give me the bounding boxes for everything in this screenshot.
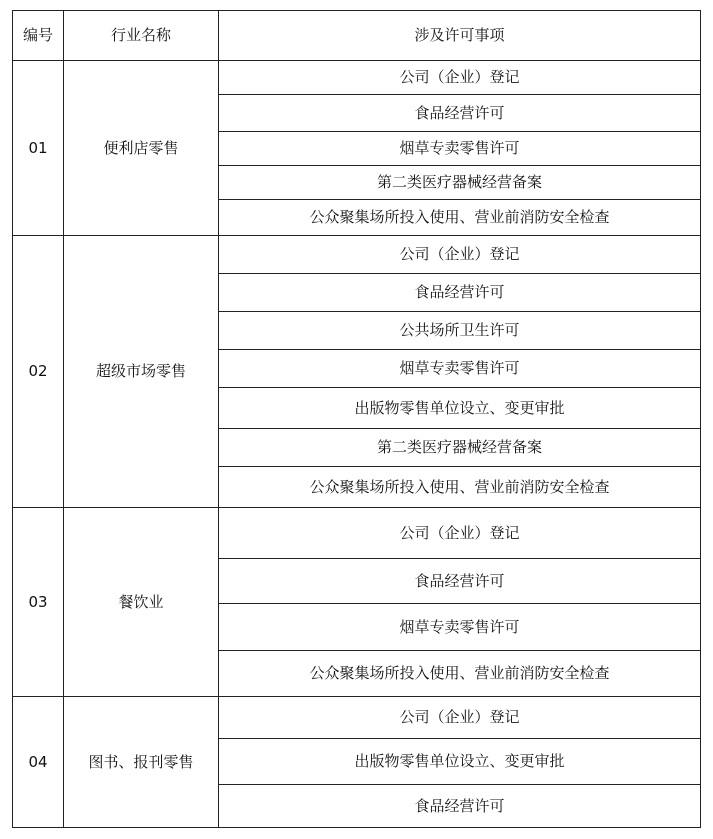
header-items: 涉及许可事项 (219, 11, 701, 61)
permit-item: 公众聚集场所投入使用、营业前消防安全检查 (219, 200, 701, 236)
permit-item: 烟草专卖零售许可 (219, 132, 701, 166)
table-row (13, 508, 701, 559)
header-row (13, 11, 701, 61)
permit-item: 公司（企业）登记 (219, 61, 701, 95)
permit-item: 出版物零售单位设立、变更审批 (219, 739, 701, 785)
header-number: 编号 (13, 11, 64, 61)
permit-item: 公司（企业）登记 (219, 697, 701, 739)
group-number: 04 (13, 697, 64, 828)
table-row (13, 697, 701, 739)
permit-item: 公司（企业）登记 (219, 236, 701, 274)
permit-item: 第二类医疗器械经营备案 (219, 429, 701, 467)
group-industry: 便利店零售 (64, 61, 219, 236)
header-industry: 行业名称 (64, 11, 219, 61)
permit-item: 公众聚集场所投入使用、营业前消防安全检查 (219, 651, 701, 697)
permit-table (12, 10, 701, 828)
permit-item: 烟草专卖零售许可 (219, 604, 701, 651)
permit-item: 食品经营许可 (219, 274, 701, 312)
group-number: 01 (13, 61, 64, 236)
table-row (13, 61, 701, 95)
table-row (13, 236, 701, 274)
permit-item: 公共场所卫生许可 (219, 312, 701, 350)
group-number: 03 (13, 508, 64, 697)
permit-item: 烟草专卖零售许可 (219, 350, 701, 388)
group-industry: 餐饮业 (64, 508, 219, 697)
permit-item: 食品经营许可 (219, 559, 701, 604)
permit-item: 第二类医疗器械经营备案 (219, 166, 701, 200)
permit-item: 食品经营许可 (219, 95, 701, 132)
permit-item: 出版物零售单位设立、变更审批 (219, 388, 701, 429)
permit-item: 公司（企业）登记 (219, 508, 701, 559)
permit-item: 公众聚集场所投入使用、营业前消防安全检查 (219, 467, 701, 508)
group-number: 02 (13, 236, 64, 508)
group-industry: 图书、报刊零售 (64, 697, 219, 828)
group-industry: 超级市场零售 (64, 236, 219, 508)
permit-item: 食品经营许可 (219, 785, 701, 828)
